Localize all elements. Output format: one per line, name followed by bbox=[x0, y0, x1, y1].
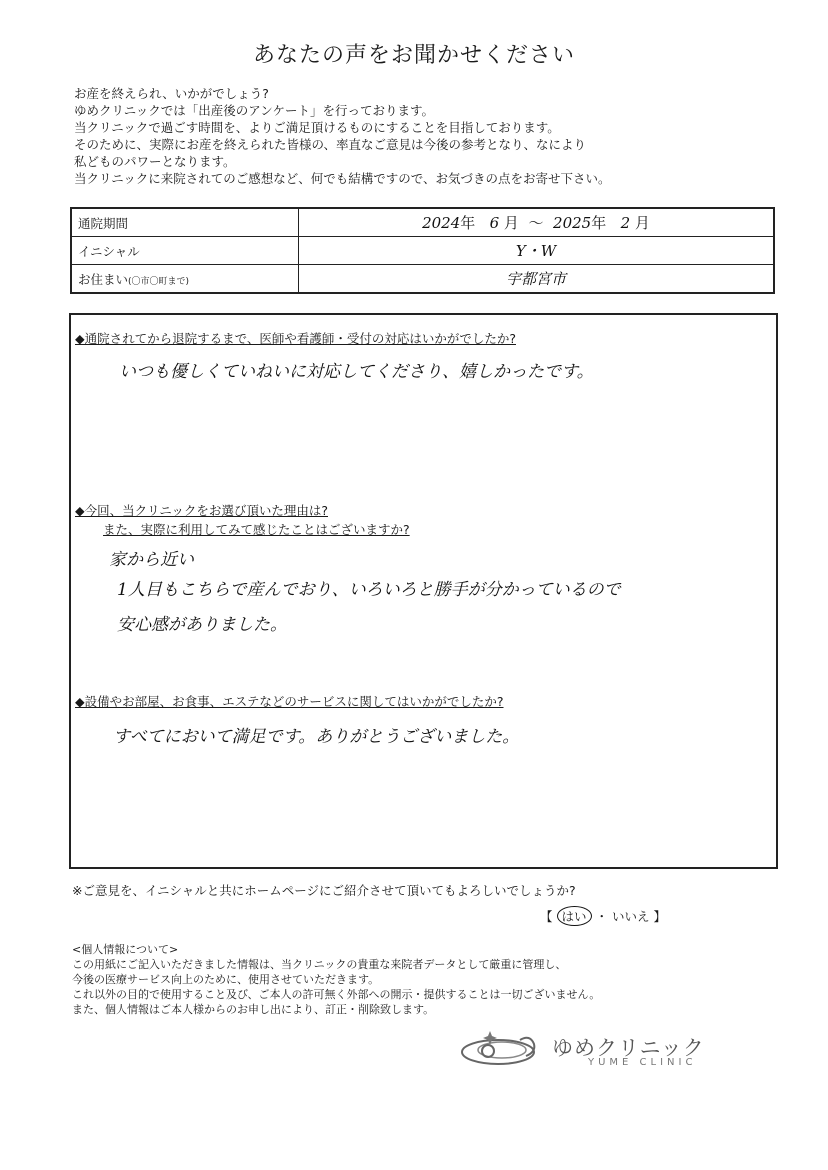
period-label: 通院期間 bbox=[71, 208, 299, 237]
logo-swirl-icon bbox=[458, 1030, 550, 1070]
privacy-line: 今後の医療サービス向上のために、使用させていただきます。 bbox=[72, 973, 380, 986]
privacy-notice bbox=[72, 942, 600, 1017]
intro-line: 当クリニックで過ごす時間を、よりご満足頂けるものにすることを目指しております。 bbox=[74, 120, 560, 135]
questions-box bbox=[69, 313, 778, 869]
option-separator: ・ bbox=[595, 909, 609, 924]
year-char: 年 bbox=[591, 214, 607, 232]
address-note: (〇市〇町まで) bbox=[128, 276, 190, 287]
bracket-open: 【 bbox=[540, 909, 553, 924]
bracket-close: 】 bbox=[653, 909, 667, 924]
period-row bbox=[71, 208, 774, 237]
initial-row bbox=[71, 237, 774, 265]
intro-text bbox=[74, 85, 611, 187]
month-char: 月 bbox=[634, 214, 650, 232]
intro-line: ゆめクリニックでは「出産後のアンケート」を行っております。 bbox=[74, 103, 435, 118]
period-end-year: 2025 bbox=[553, 214, 592, 232]
period-field[interactable] bbox=[299, 208, 775, 237]
consent-question: ※ご意見を、イニシャルと共にホームページにご紹介させて頂いてもよろしいでしょうか? bbox=[72, 883, 576, 898]
privacy-line: この用紙にご記入いただきました情報は、当クリニックの貴重な来院者データとして厳重に管理し、 bbox=[72, 958, 567, 971]
privacy-heading: <個人情報について> bbox=[72, 943, 179, 956]
answer-1-line[interactable]: いつも優しくていねいに対応してくださり、嬉しかったです。 bbox=[119, 362, 594, 382]
privacy-line: また、個人情報はご本人様からのお申し出により、訂正・削除致します。 bbox=[72, 1003, 435, 1016]
privacy-line: これ以外の目的で使用すること及び、ご本人の許可無く外部への開示・提供することは一切ございません。 bbox=[72, 988, 601, 1001]
question-1: ◆通院されてから退院するまで、医師や看護師・受付の対応はいかがでしたか? bbox=[75, 331, 516, 346]
period-start-month: 6 bbox=[489, 214, 500, 232]
page-title: あなたの声をお聞かせください bbox=[252, 43, 575, 68]
intro-line: 私どものパワーとなります。 bbox=[74, 154, 236, 169]
year-char: 年 bbox=[460, 214, 476, 232]
tilde: 〜 bbox=[528, 214, 544, 232]
logo-name-en: YUME CLINIC bbox=[588, 1057, 697, 1068]
consent-options bbox=[540, 906, 666, 926]
logo-name-jp: ゆめクリニック bbox=[552, 1036, 705, 1060]
address-label-cell bbox=[71, 265, 299, 294]
initial-label: イニシャル bbox=[71, 237, 299, 265]
intro-line: お産を終えられ、いかがでしょう? bbox=[74, 86, 269, 101]
answer-3-line[interactable]: すべてにおいて満足です。ありがとうございました。 bbox=[113, 727, 520, 747]
period-end-month: 2 bbox=[620, 214, 631, 232]
period-start-year: 2024 bbox=[422, 214, 461, 232]
clinic-logo bbox=[458, 1030, 758, 1070]
address-row bbox=[71, 265, 774, 294]
question-2-sub: また、実際に利用してみて感じたことはございますか? bbox=[103, 522, 410, 537]
question-2: ◆今回、当クリニックをお選び頂いた理由は? bbox=[75, 503, 328, 518]
intro-line: 当クリニックに来院されてのご感想など、何でも結構ですので、お気づきの点をお寄せ下さい。 bbox=[74, 171, 611, 186]
answer-2-line[interactable]: 1人目もこちらで産んでおり、いろいろと勝手が分かっているので bbox=[117, 580, 621, 600]
initial-field[interactable]: Y・W bbox=[299, 237, 775, 265]
answer-2-line[interactable]: 安心感がありました。 bbox=[117, 615, 287, 635]
address-field[interactable]: 宇都宮市 bbox=[299, 265, 775, 294]
consent-no-option[interactable]: いいえ bbox=[612, 909, 650, 924]
info-table bbox=[70, 207, 775, 294]
consent-yes-option[interactable]: はい bbox=[557, 906, 592, 926]
month-char: 月 bbox=[503, 214, 519, 232]
address-label: お住まい bbox=[78, 271, 129, 287]
intro-line: そのために、実際にお産を終えられた皆様の、率直なご意見は今後の参考となり、なにより bbox=[74, 137, 587, 152]
answer-2-line[interactable]: 家から近い bbox=[109, 550, 194, 570]
question-3: ◆設備やお部屋、お食事、エステなどのサービスに関してはいかがでしたか? bbox=[75, 694, 504, 709]
